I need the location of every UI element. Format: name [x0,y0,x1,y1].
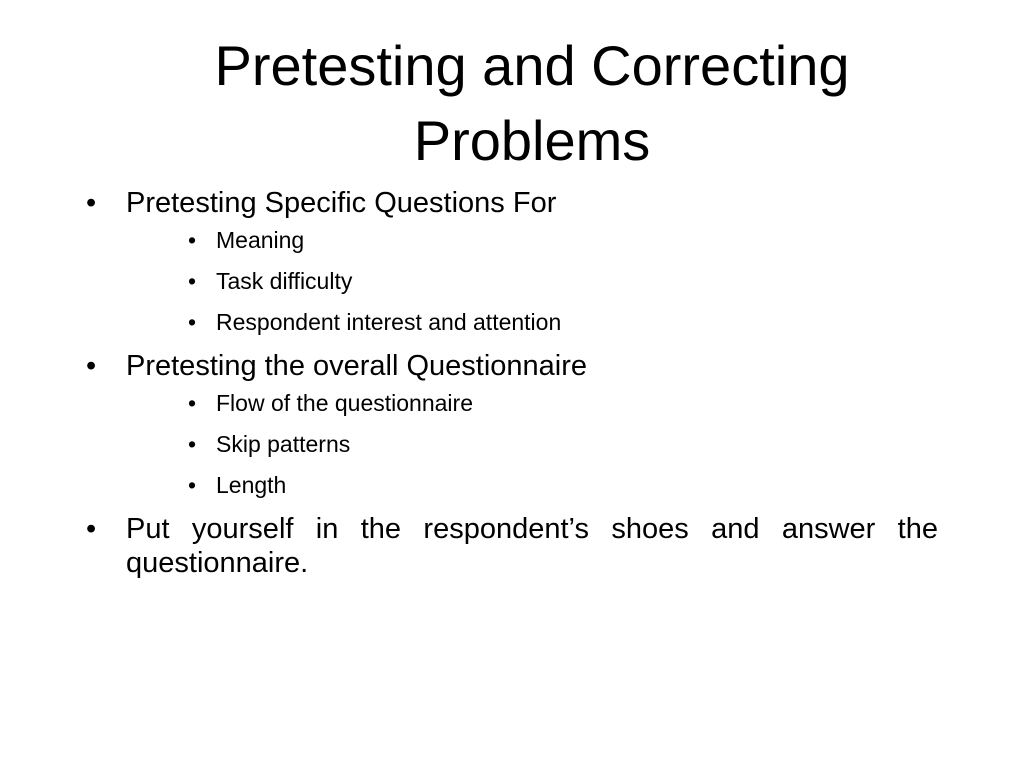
bullet-item-pretesting-overall-questionnaire [86,349,938,383]
bullet-icon: • [188,390,197,416]
sub-bullet-text: Meaning [216,227,305,253]
bullet-icon: • [188,472,197,498]
bullet-item-pretesting-specific-questions [86,186,938,220]
bullet-icon: • [86,187,97,219]
bullet-icon: • [86,513,97,545]
sub-bullet-item-meaning [86,226,938,254]
sub-bullet-list [86,389,938,499]
bullet-item-respondents-shoes [86,512,938,580]
bullet-icon: • [188,309,197,335]
sub-bullet-item-respondent-interest [86,308,938,336]
sub-bullet-item-flow [86,389,938,417]
bullet-text: Pretesting Specific Questions For [126,187,557,219]
sub-bullet-text: Skip patterns [216,431,351,457]
bullet-list [86,186,938,580]
bullet-icon: • [188,431,197,457]
bullet-text: Put yourself in the respondent’s shoes and answer the questionnaire. [126,513,938,579]
slide-title [92,28,972,178]
bullet-icon: • [188,268,197,294]
bullet-icon: • [86,350,97,382]
slide-title-line-2: Problems [413,109,651,172]
sub-bullet-list [86,226,938,336]
sub-bullet-text: Length [216,472,287,498]
slide-title-line-1: Pretesting and Correcting [214,34,850,97]
sub-bullet-item-task-difficulty [86,267,938,295]
sub-bullet-item-length [86,471,938,499]
sub-bullet-item-skip-patterns [86,430,938,458]
sub-bullet-text: Respondent interest and attention [216,309,562,335]
sub-bullet-text: Flow of the questionnaire [216,390,473,416]
sub-bullet-text: Task difficulty [216,268,353,294]
bullet-icon: • [188,227,197,253]
bullet-text: Pretesting the overall Questionnaire [126,350,588,382]
